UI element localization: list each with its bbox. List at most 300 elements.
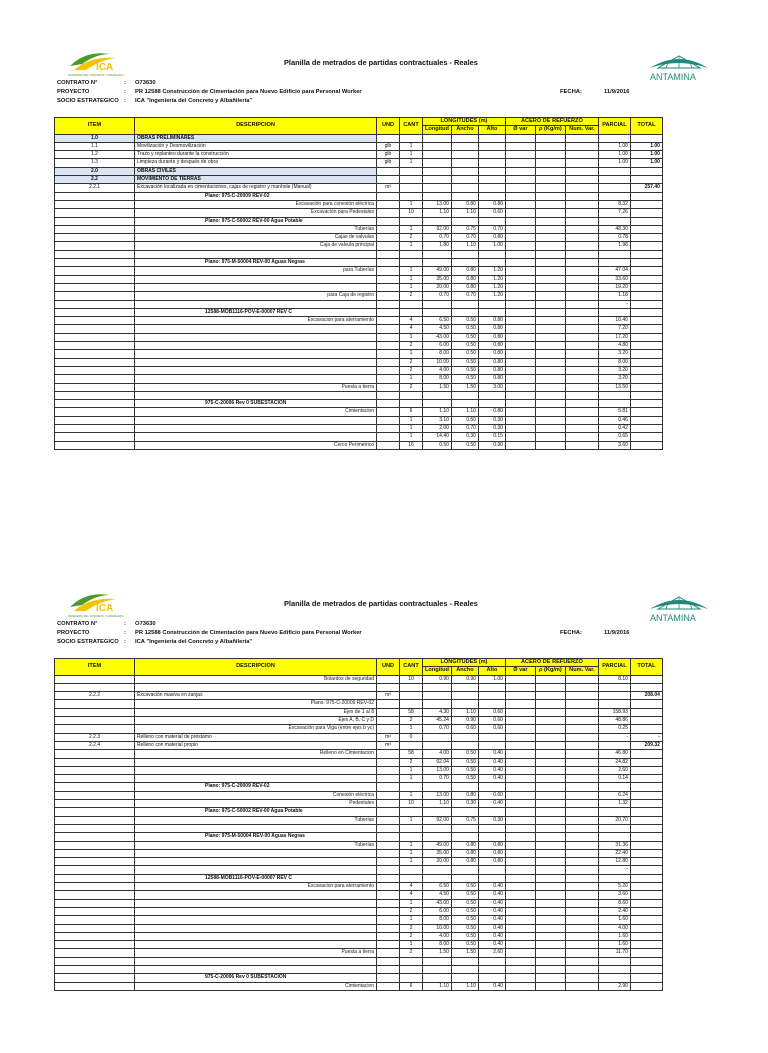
cell-rho — [535, 317, 565, 325]
cell-total — [630, 234, 662, 242]
cell-item — [55, 907, 135, 915]
cell-an: 1.50 — [451, 383, 478, 391]
cell-an: 0.50 — [451, 924, 478, 932]
cell-var — [505, 725, 535, 733]
cell-descripcion: Puesta a tierra — [135, 949, 377, 957]
cell-total — [630, 391, 662, 399]
cell-num — [565, 184, 598, 192]
cell-rho — [535, 333, 565, 341]
cell-und: glb — [377, 159, 400, 167]
table-row — [55, 924, 663, 932]
cell-var — [505, 692, 535, 700]
cell-an: 0.50 — [451, 891, 478, 899]
cell-und: glb — [377, 142, 400, 150]
table-row — [55, 974, 663, 982]
cell-total — [630, 841, 662, 849]
cell-rho — [535, 916, 565, 924]
cell-num — [565, 375, 598, 383]
cell-und — [377, 949, 400, 957]
cell-item — [55, 858, 135, 866]
cell-num — [565, 741, 598, 749]
cell-var — [505, 184, 535, 192]
cell-rho — [535, 217, 565, 225]
table-row — [55, 866, 663, 874]
cell-und — [377, 800, 400, 808]
cell-descripcion — [135, 866, 377, 874]
cell-num — [565, 700, 598, 708]
cell-al: 0.40 — [478, 766, 505, 774]
cell-rho — [535, 242, 565, 250]
cell-an: 0.30 — [451, 433, 478, 441]
cell-lon — [423, 259, 452, 267]
cell-parcial: 8.10 — [598, 675, 630, 683]
cell-rho — [535, 741, 565, 749]
cell-an: 0.50 — [451, 317, 478, 325]
cell-total: 257.40 — [630, 184, 662, 192]
table-row — [55, 965, 663, 973]
cell-al: 0.80 — [478, 858, 505, 866]
cell-num — [565, 142, 598, 150]
cell-parcial: 4.80 — [598, 342, 630, 350]
cell-cant: 1 — [400, 941, 423, 949]
cell-lon: 4.30 — [423, 708, 452, 716]
cell-var — [505, 974, 535, 982]
table-row — [55, 433, 663, 441]
cell-al: 0.15 — [478, 433, 505, 441]
cell-num — [565, 441, 598, 449]
cell-al: 1.20 — [478, 267, 505, 275]
table-row — [55, 416, 663, 424]
cell-an: 0.30 — [451, 800, 478, 808]
col-header-parcial: PARCIAL — [598, 659, 630, 676]
table-row — [55, 700, 663, 708]
cell-an — [451, 741, 478, 749]
cell-an: 0.70 — [451, 424, 478, 432]
cell-al: 0.40 — [478, 932, 505, 940]
cell-cant — [400, 874, 423, 882]
cell-descripcion — [135, 250, 377, 258]
cell-var — [505, 151, 535, 159]
cell-cant — [400, 134, 423, 142]
cell-rho — [535, 750, 565, 758]
cell-und: m³ — [377, 733, 400, 741]
cell-und — [377, 366, 400, 374]
cell-var — [505, 325, 535, 333]
cell-an: 0.70 — [451, 292, 478, 300]
table-row — [55, 899, 663, 907]
cell-und — [377, 883, 400, 891]
cell-lon — [423, 692, 452, 700]
cell-descripcion — [135, 941, 377, 949]
cell-var — [505, 965, 535, 973]
cell-rho — [535, 325, 565, 333]
cell-cant — [400, 300, 423, 308]
cell-lon: 8.00 — [423, 941, 452, 949]
cell-var — [505, 433, 535, 441]
cell-und — [377, 808, 400, 816]
cell-descripcion: Relleno con material propio — [135, 741, 377, 749]
cell-var — [505, 891, 535, 899]
cell-var — [505, 800, 535, 808]
col-header-descripcion: DESCRIPCION — [135, 118, 377, 135]
cell-parcial: 24.82 — [598, 758, 630, 766]
cell-descripcion: Excavación para Pedestales — [135, 209, 377, 217]
cell-parcial — [598, 400, 630, 408]
cell-an: 0.80 — [451, 267, 478, 275]
cell-rho — [535, 891, 565, 899]
cell-lon — [423, 400, 452, 408]
cell-rho — [535, 275, 565, 283]
cell-total — [630, 333, 662, 341]
cell-cant: 10 — [400, 675, 423, 683]
cell-al: 0.80 — [478, 200, 505, 208]
cell-cant — [400, 176, 423, 184]
cell-al: 0.80 — [478, 317, 505, 325]
cell-al: 0.80 — [478, 358, 505, 366]
cell-cant: 2 — [400, 234, 423, 242]
cell-an: 0.50 — [451, 375, 478, 383]
cell-descripcion: Caja de valvula principal — [135, 242, 377, 250]
cell-descripcion — [135, 891, 377, 899]
cell-und — [377, 783, 400, 791]
cell-rho — [535, 800, 565, 808]
cell-und — [377, 250, 400, 258]
col-header-cant: CANT — [400, 118, 423, 135]
cell-und — [377, 225, 400, 233]
cell-rho — [535, 816, 565, 824]
cell-rho — [535, 924, 565, 932]
table-row — [55, 849, 663, 857]
cell-rho — [535, 350, 565, 358]
cell-und — [377, 725, 400, 733]
col-header-cant: CANT — [400, 659, 423, 676]
cell-total — [630, 891, 662, 899]
cell-an: 0.80 — [451, 858, 478, 866]
cell-lon: 20.00 — [423, 858, 452, 866]
table-row — [55, 350, 663, 358]
cell-an: 0.75 — [451, 816, 478, 824]
contrato-value: O73630 — [135, 80, 156, 86]
cell-parcial: 8.32 — [598, 200, 630, 208]
cell-parcial — [598, 957, 630, 965]
cell-lon: 0.50 — [423, 441, 452, 449]
cell-descripcion: Movilización y Desmovilización — [135, 142, 377, 150]
cell-item — [55, 675, 135, 683]
cell-parcial — [598, 700, 630, 708]
cell-parcial — [598, 250, 630, 258]
cell-al: 0.80 — [478, 333, 505, 341]
cell-al — [478, 142, 505, 150]
col-header-ancho: Ancho — [451, 126, 478, 134]
cell-total — [630, 433, 662, 441]
cell-descripcion — [135, 758, 377, 766]
cell-al: 0.60 — [478, 209, 505, 217]
cell-item — [55, 350, 135, 358]
table-row — [55, 808, 663, 816]
table-header-row — [55, 118, 663, 126]
cell-lon — [423, 217, 452, 225]
cell-descripcion: Excavacion para aterramiento — [135, 883, 377, 891]
cell-und — [377, 957, 400, 965]
cell-cant: 2 — [400, 932, 423, 940]
cell-descripcion — [135, 824, 377, 832]
cell-var — [505, 441, 535, 449]
cell-cant: 1 — [400, 200, 423, 208]
cell-num — [565, 325, 598, 333]
table-row — [55, 167, 663, 175]
cell-cant: 4 — [400, 317, 423, 325]
cell-rho — [535, 200, 565, 208]
cell-num — [565, 217, 598, 225]
cell-lon: 13.00 — [423, 766, 452, 774]
cell-an: 0.80 — [451, 283, 478, 291]
cell-item — [55, 883, 135, 891]
table-row — [55, 916, 663, 924]
cell-an — [451, 974, 478, 982]
cell-parcial — [598, 192, 630, 200]
cell-an: 0.50 — [451, 775, 478, 783]
cell-var — [505, 849, 535, 857]
cell-item — [55, 717, 135, 725]
table-row — [55, 717, 663, 725]
cell-und — [377, 841, 400, 849]
cell-descripcion: Plano: 975-M-50004 REV-00 Aguas Negras — [135, 259, 377, 267]
cell-num — [565, 416, 598, 424]
cell-an — [451, 159, 478, 167]
cell-lon: 14.40 — [423, 433, 452, 441]
cell-cant — [400, 783, 423, 791]
cell-parcial: 13.50 — [598, 383, 630, 391]
cell-lon: 43.00 — [423, 333, 452, 341]
cell-al — [478, 192, 505, 200]
table-row — [55, 176, 663, 184]
cell-item — [55, 775, 135, 783]
cell-descripcion: 975-C-20006 Rev 0 SUBESTACION — [135, 974, 377, 982]
cell-al — [478, 783, 505, 791]
cell-parcial: 0.14 — [598, 775, 630, 783]
cell-und — [377, 866, 400, 874]
cell-rho — [535, 982, 565, 990]
cell-item — [55, 308, 135, 316]
cell-var — [505, 883, 535, 891]
cell-num — [565, 308, 598, 316]
cell-total — [630, 708, 662, 716]
cell-total — [630, 300, 662, 308]
cell-item — [55, 833, 135, 841]
cell-descripcion: Relleno en Cimientacion — [135, 750, 377, 758]
cell-al — [478, 965, 505, 973]
cell-descripcion: Relleno con material de préstamo — [135, 733, 377, 741]
cell-total: 1.00 — [630, 142, 662, 150]
cell-total — [630, 375, 662, 383]
cell-item: 1.1 — [55, 142, 135, 150]
cell-var — [505, 766, 535, 774]
cell-cant: 2 — [400, 949, 423, 957]
table-row — [55, 982, 663, 990]
cell-rho — [535, 416, 565, 424]
table-row — [55, 824, 663, 832]
cell-cant: 2 — [400, 366, 423, 374]
table-row — [55, 259, 663, 267]
cell-und — [377, 333, 400, 341]
cell-lon — [423, 866, 452, 874]
cell-item: 2.2.1 — [55, 184, 135, 192]
table-row — [55, 883, 663, 891]
cell-total — [630, 824, 662, 832]
cell-rho — [535, 176, 565, 184]
cell-var — [505, 700, 535, 708]
cell-lon — [423, 733, 452, 741]
cell-descripcion: Tuberías — [135, 841, 377, 849]
cell-var — [505, 866, 535, 874]
cell-und — [377, 416, 400, 424]
cell-num — [565, 134, 598, 142]
cell-parcial: 8.00 — [598, 358, 630, 366]
cell-item — [55, 192, 135, 200]
cell-var — [505, 424, 535, 432]
cell-an: 0.90 — [451, 675, 478, 683]
table-row — [55, 791, 663, 799]
cell-parcial: 1.60 — [598, 916, 630, 924]
cell-parcial: 0.78 — [598, 234, 630, 242]
fecha-label: FECHA: — [560, 89, 582, 95]
cell-rho — [535, 733, 565, 741]
cell-und — [377, 350, 400, 358]
cell-var — [505, 292, 535, 300]
cell-parcial: 17.20 — [598, 333, 630, 341]
cell-lon — [423, 833, 452, 841]
cell-al — [478, 692, 505, 700]
cell-var — [505, 824, 535, 832]
cell-var — [505, 408, 535, 416]
table-row — [55, 292, 663, 300]
cell-und — [377, 283, 400, 291]
cell-rho — [535, 283, 565, 291]
cell-parcial: 10.40 — [598, 317, 630, 325]
table-row — [55, 342, 663, 350]
cell-und — [377, 234, 400, 242]
cell-an: 0.75 — [451, 225, 478, 233]
cell-al — [478, 134, 505, 142]
cell-rho — [535, 424, 565, 432]
cell-num — [565, 982, 598, 990]
table-row — [55, 833, 663, 841]
cell-descripcion: Excavación localizada en cimentaciones, cajas de registro y manhole (Manual) — [135, 184, 377, 192]
cell-num — [565, 200, 598, 208]
cell-num — [565, 791, 598, 799]
col-header-alto: Alto — [478, 126, 505, 134]
cell-und — [377, 758, 400, 766]
cell-num — [565, 292, 598, 300]
cell-parcial — [598, 874, 630, 882]
cell-var — [505, 982, 535, 990]
cell-item — [55, 325, 135, 333]
cell-parcial: 3.60 — [598, 441, 630, 449]
cell-var — [505, 907, 535, 915]
cell-var — [505, 717, 535, 725]
cell-an — [451, 217, 478, 225]
cell-cant — [400, 692, 423, 700]
cell-total — [630, 899, 662, 907]
cell-al — [478, 957, 505, 965]
cell-var — [505, 741, 535, 749]
cell-num — [565, 675, 598, 683]
proyecto-value: PR 12588 Construcción de Cimentación para Nuevo Edificio para Personal Worker — [135, 630, 362, 636]
cell-rho — [535, 225, 565, 233]
cell-item: 1.2 — [55, 151, 135, 159]
fecha-value: 11/9/2016 — [604, 89, 630, 95]
cell-cant: 1 — [400, 151, 423, 159]
cell-cant: 10 — [400, 800, 423, 808]
cell-und — [377, 708, 400, 716]
cell-lon — [423, 808, 452, 816]
cell-var — [505, 333, 535, 341]
cell-an — [451, 692, 478, 700]
cell-al — [478, 250, 505, 258]
cell-descripcion: Plano: 975-C-50002 REV-00 Agua Potable — [135, 808, 377, 816]
cell-und — [377, 342, 400, 350]
table-row — [55, 283, 663, 291]
cell-an: 0.50 — [451, 758, 478, 766]
table-row — [55, 383, 663, 391]
cell-var — [505, 916, 535, 924]
cell-item — [55, 932, 135, 940]
cell-an: 1.10 — [451, 242, 478, 250]
cell-an: 0.50 — [451, 342, 478, 350]
cell-al: 0.40 — [478, 750, 505, 758]
metrados-table — [54, 658, 663, 991]
cell-descripcion — [135, 300, 377, 308]
cell-num — [565, 883, 598, 891]
cell-al — [478, 824, 505, 832]
cell-an — [451, 400, 478, 408]
table-row — [55, 317, 663, 325]
cell-parcial: 4.00 — [598, 924, 630, 932]
cell-var — [505, 750, 535, 758]
cell-und — [377, 907, 400, 915]
cell-num — [565, 683, 598, 691]
cell-item — [55, 841, 135, 849]
col-header-descripcion: DESCRIPCION — [135, 659, 377, 676]
cell-parcial: 8.60 — [598, 899, 630, 907]
cell-an — [451, 391, 478, 399]
cell-lon: 0.70 — [423, 234, 452, 242]
cell-num — [565, 391, 598, 399]
cell-var — [505, 350, 535, 358]
cell-descripcion: Excavación masiva en zanjas — [135, 692, 377, 700]
cell-var — [505, 225, 535, 233]
cell-und — [377, 275, 400, 283]
cell-total — [630, 750, 662, 758]
cell-total: - — [630, 733, 662, 741]
cell-descripcion: Limpieza durante y después de obra — [135, 159, 377, 167]
cell-parcial — [598, 134, 630, 142]
cell-num — [565, 209, 598, 217]
cell-al — [478, 974, 505, 982]
col-header-total: TOTAL — [630, 118, 662, 135]
cell-total — [630, 292, 662, 300]
cell-lon: 6.00 — [423, 342, 452, 350]
cell-cant: 1 — [400, 275, 423, 283]
cell-descripcion: Excavacion para aterramiento — [135, 317, 377, 325]
cell-al: 0.80 — [478, 325, 505, 333]
cell-und — [377, 424, 400, 432]
cell-parcial — [598, 683, 630, 691]
cell-total — [630, 874, 662, 882]
cell-und — [377, 849, 400, 857]
cell-var — [505, 416, 535, 424]
cell-an: 1.10 — [451, 708, 478, 716]
